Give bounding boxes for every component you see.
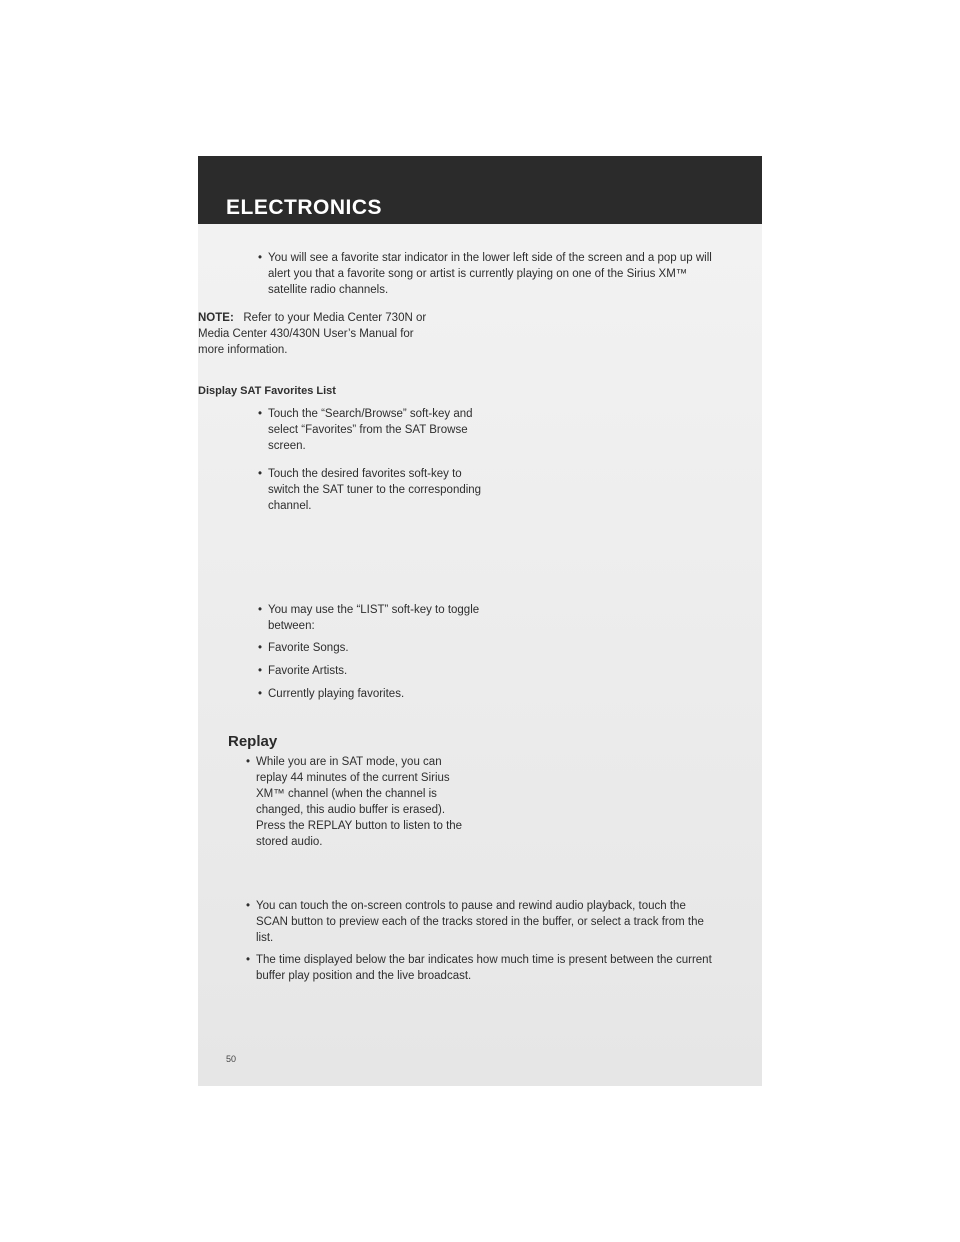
bullet-text: You will see a favorite star indicator in the lower left side of the screen and a pop up will alert you that a favorite song or artist is currently playing on one of the Sirius XM™ satellite radio channels. xyxy=(268,252,712,296)
sat-favorites-heading: Display SAT Favorites List xyxy=(198,385,336,397)
note-block: NOTE: Refer to your Media Center 730N or Media Center 430/430N User’s Manual for more information. xyxy=(198,312,427,356)
note-label: NOTE: xyxy=(198,312,234,324)
section-header xyxy=(198,156,762,224)
bullet-dot: • xyxy=(258,252,263,264)
page-number: 50 xyxy=(226,1054,237,1064)
replay-heading: Replay xyxy=(228,733,278,750)
section-title: ELECTRONICS xyxy=(226,196,383,219)
manual-page: ELECTRONICS • You will see a favorite star indicator in the lower left side of the screen and a pop up will alert you that a favorite song or artist is currently playing on one of the Sirius XM™ satellite radio channels. NOTE: Refer to your Media Center 730N or Media Center 430/430N User’s Manual for more information. Display SAT Favorites List • Touch the “Search/Browse” soft-key and select “Favorites” from the SAT Browse screen. • Touch the desired favorites soft-key to switch the SAT tuner to the corresponding channel. • You may use the “LIST” soft-key to toggle between: • Favorite Songs. • Favorite Artists. • Currently playing favorites. Replay • While you are in SAT mode, you can replay 44 minutes of the current Sirius XM™ channel (when the channel is changed, this audio buffer is erased). Press the REPLAY button to listen to the stored audio. • You can touch the on-screen controls to pause and rewind audio playback, touch the SCAN button to preview each of the tracks stored in the buffer, or select a track from the list. • The time displayed below the bar indicates how much time is present between the current buffer play position and the live broadcast. 50 xyxy=(198,156,762,1086)
